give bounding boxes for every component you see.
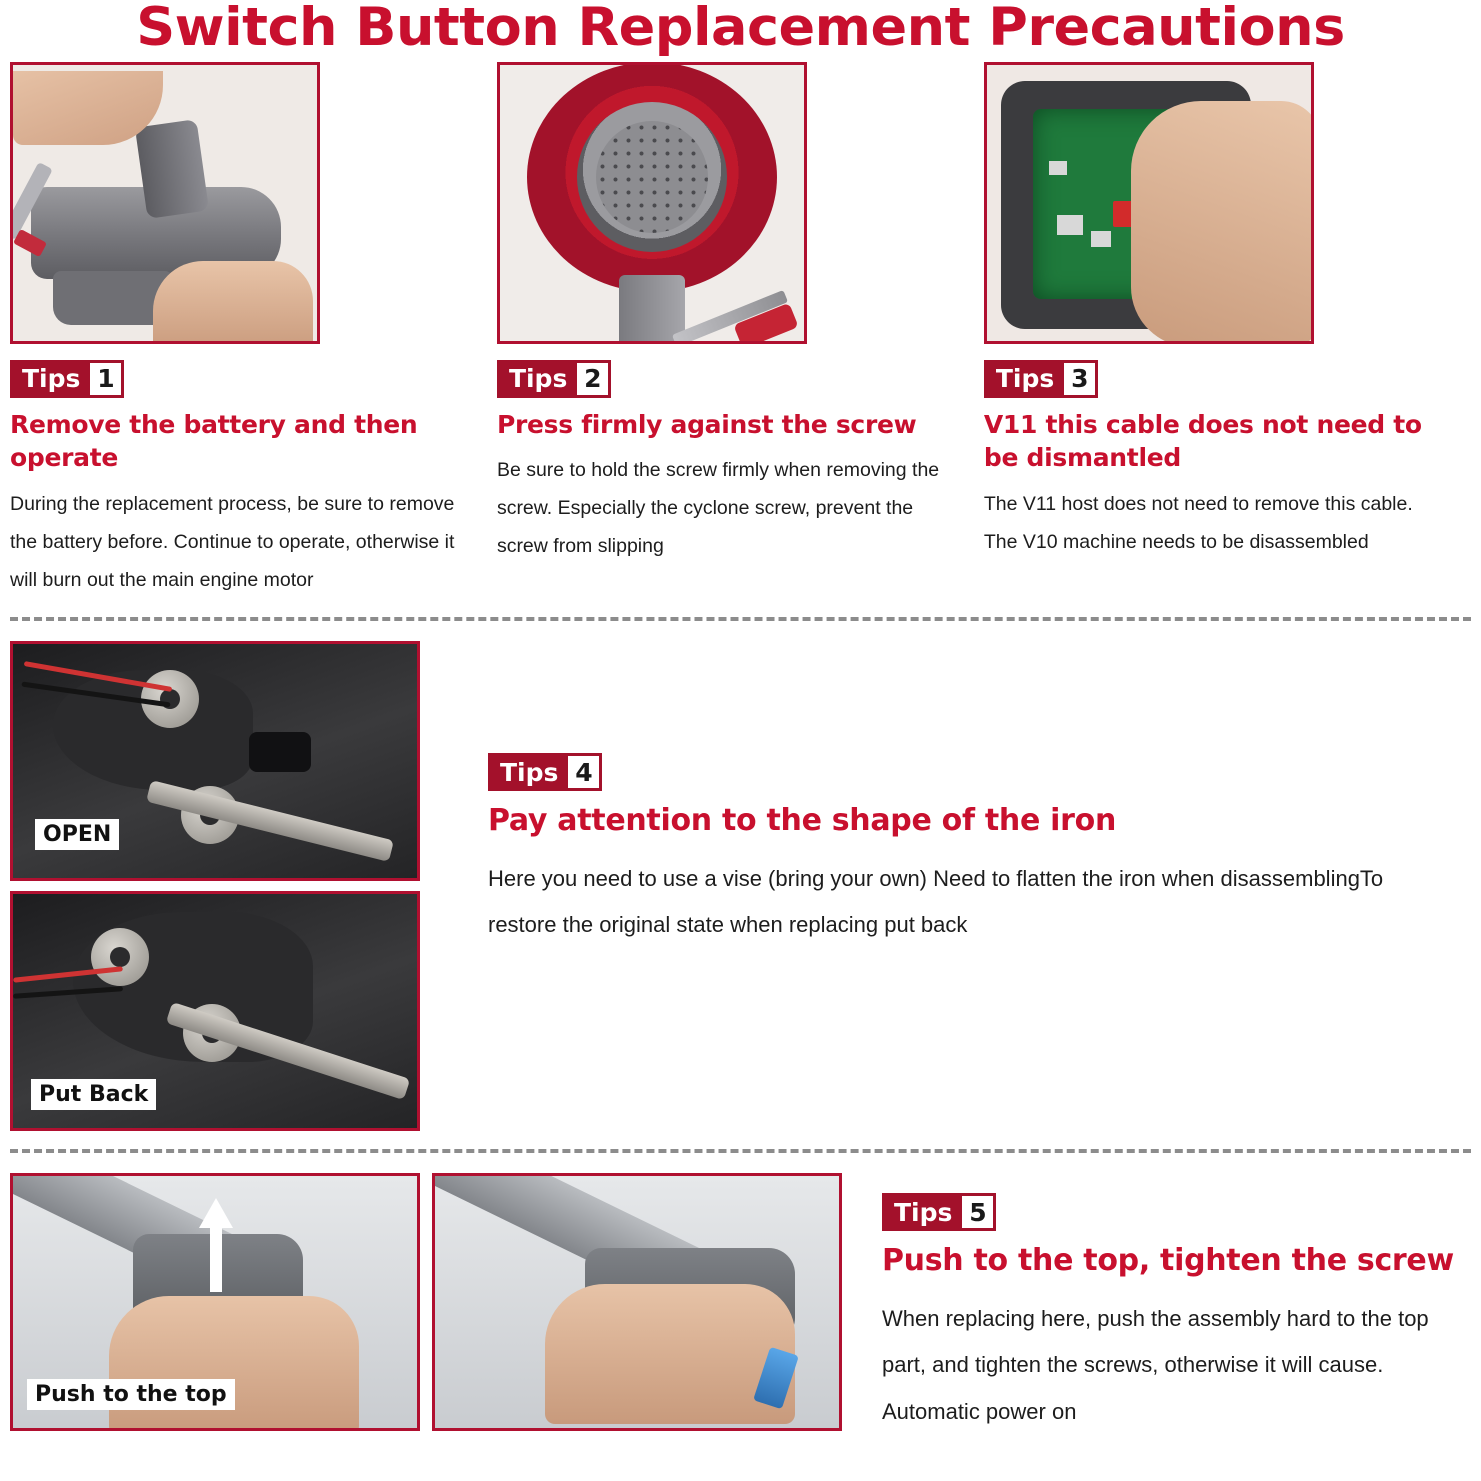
tip-4-badge <box>488 753 602 791</box>
tip-5-badge-label: Tips <box>882 1193 962 1231</box>
tip-1-badge-label: Tips <box>10 360 90 398</box>
tip-4-body: Here you need to use a vise (bring your own) Need to flatten the iron when disassemblingTo restore the original state when replacing put back <box>488 866 1384 938</box>
tip-card-3 <box>984 62 1471 600</box>
tip-3-body: The V11 host does not need to remove this cable. The V10 machine needs to be disassembled <box>983 493 1413 554</box>
tip-5-headline: Push to the top, tighten the screw <box>882 1243 1454 1279</box>
tips-row-3 <box>0 1173 1481 1435</box>
tip-1-badge-number: 1 <box>90 360 124 398</box>
tip-4-text <box>430 641 1471 1131</box>
tip-2-body: Be sure to hold the screw firmly when removing the screw. Especially the cyclone screw, prevent the screw from slipping <box>496 459 940 558</box>
cyclone-screw-illustration <box>500 65 804 341</box>
tip-1-body: During the replacement process, be sure to remove the battery before. Continue to operate, otherwise it will burn out the main engine motor <box>10 493 455 592</box>
tip-2-badge-label: Tips <box>497 360 577 398</box>
tip-3-badge <box>984 360 1098 398</box>
tip-4-badge-number: 4 <box>568 753 602 791</box>
section-divider-1 <box>10 617 1471 621</box>
tip-3-badge-label: Tips <box>984 360 1064 398</box>
section-divider-2 <box>10 1149 1471 1153</box>
vacuum-battery-illustration <box>13 65 317 341</box>
tip-5-caption-left: Push to the top <box>27 1379 235 1411</box>
tip-4-photo-open <box>10 641 420 881</box>
tip-4-caption-putback: Put Back <box>31 1079 156 1111</box>
tip-2-photo <box>497 62 807 344</box>
tip-4-caption-open: OPEN <box>35 819 119 851</box>
tip-5-badge-number: 5 <box>962 1193 996 1231</box>
tip-3-badge-number: 3 <box>1064 360 1098 398</box>
tighten-screw-illustration <box>435 1176 839 1428</box>
tip-3-photo <box>984 62 1314 344</box>
page-title: Switch Button Replacement Precautions <box>136 0 1345 58</box>
tip-2-badge <box>497 360 611 398</box>
tip-4-headline: Pay attention to the shape of the iron <box>488 803 1117 839</box>
tip-1-headline: Remove the battery and then operate <box>10 409 418 473</box>
tip-card-1 <box>10 62 497 600</box>
tip-2-headline: Press firmly against the screw <box>496 409 917 439</box>
tip-5-photo-left <box>10 1173 420 1431</box>
pcb-cable-illustration <box>987 65 1311 341</box>
tip-5-photo-right <box>432 1173 842 1431</box>
tip-4-photos <box>10 641 430 1131</box>
tip-4-badge-label: Tips <box>488 753 568 791</box>
tip-1-badge <box>10 360 124 398</box>
tips-row-1 <box>0 62 1481 600</box>
tip-3-headline: V11 this cable does not need to be dismantled <box>983 409 1422 473</box>
tip-5-badge <box>882 1193 996 1231</box>
tip-1-photo <box>10 62 320 344</box>
tip-card-2 <box>497 62 984 600</box>
tips-row-2 <box>0 641 1481 1131</box>
tip-5-body: When replacing here, push the assembly hard to the top part, and tighten the screws, otherwise it will cause. Automatic power on <box>882 1306 1429 1424</box>
tip-4-photo-putback <box>10 891 420 1131</box>
tip-5-text <box>842 1173 1471 1435</box>
tip-2-badge-number: 2 <box>577 360 611 398</box>
